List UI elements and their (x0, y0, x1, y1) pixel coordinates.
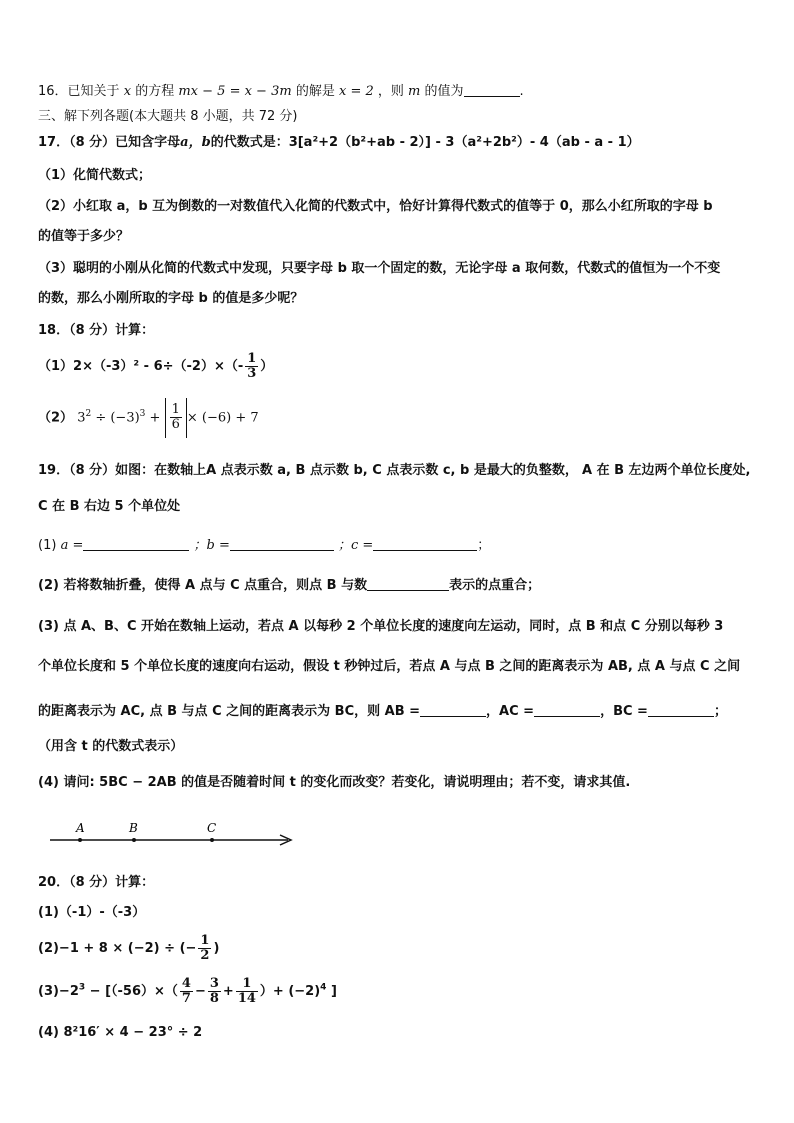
q16-number: 16． (38, 84, 68, 99)
section-3-heading: 三、解下列各题(本大题共 8 小题，共 72 分) (38, 109, 298, 124)
q18-part2 (38, 398, 259, 438)
q19-part3: (3) 点 A、B、C 开始在数轴上运动，若点 A 以每秒 2 个单位长度的速度向左运动，同时，点 B 和点 C 分别以每秒 3 (38, 619, 724, 634)
q20-part2-text: ) (213, 941, 220, 956)
fraction (170, 403, 182, 432)
q16-text: ，则 (377, 84, 404, 99)
q16-text: 已知关于 (67, 84, 120, 99)
q16-line (38, 82, 524, 101)
q16-text: 的方程 (135, 84, 175, 99)
numerator: 4 (181, 976, 191, 991)
q19-text: A 点表示数 a, B 点示数 b, C 点表示数 c, b 是最大的负整数， (206, 463, 578, 478)
denominator: 3 (247, 366, 257, 381)
q19-ab-blank[interactable] (420, 702, 486, 717)
point-a-dot (78, 838, 82, 842)
q19-text: 19．（8 分）如图：在数轴上 (38, 463, 207, 478)
q16-text: 的解是 (295, 84, 335, 99)
q18-part2-label: （2） (38, 410, 74, 426)
absolute-value (165, 398, 187, 438)
q19-part2 (38, 576, 540, 595)
q17-expression: 的代数式是：3[a²+2（b²+ab - 2）] - 3（a²+2b²）- 4（ab - a - 1） (210, 135, 640, 150)
denominator: 8 (209, 991, 219, 1006)
q17-text: 17．（8 分）已知含字母 (38, 135, 181, 150)
point-c-label: C (207, 821, 217, 835)
q18-part1 (38, 350, 273, 384)
q20-part2-text: (2)−1 + 8 × (−2) ÷ (− (38, 941, 197, 956)
q16-equation: mx − 5 = x − 3m (178, 84, 292, 99)
numerator: 1 (247, 351, 257, 366)
point-b-label: B (129, 821, 138, 835)
q17-part1: （1）化简代数式； (38, 168, 152, 183)
exponent: 3 (139, 409, 146, 420)
q19-text: A 在 B 左边两个单位长度处, (582, 463, 751, 478)
q16-answer-blank[interactable] (464, 82, 520, 97)
q19-part3-text: 的距离表示为 AC, 点 B 与点 C 之间的距离表示为 BC，则 AB = (38, 704, 421, 719)
math: + (145, 410, 165, 426)
exponent: 4 (320, 982, 327, 993)
math: × (−6) + 7 (186, 410, 259, 426)
q17-part2-cont: 的值等于多少？ (38, 229, 130, 244)
q19-part1-c: ；c = (337, 538, 374, 553)
denominator: 14 (237, 991, 256, 1006)
q19-bc-blank[interactable] (648, 702, 714, 717)
point-a-label: A (76, 821, 85, 835)
q17-part3: （3）聪明的小刚从化简的代数式中发现，只要字母 b 取一个固定的数，无论字母 a 取何数，代数式的值恒为一个不变 (38, 261, 721, 276)
q20-part2 (38, 932, 219, 966)
math: ÷ (−3) (91, 410, 140, 426)
numerator: 1 (236, 977, 258, 992)
denominator: 2 (200, 948, 210, 963)
fraction (236, 977, 258, 1006)
q20-part3: $(3)-2^3 - [(-56)\times$（ $\frac{4}{7}$ − $\frac{3}{8}$ + $\frac{1}{14}$ ）+ $(-2)^4$ ] (38, 976, 337, 1006)
denominator: 6 (171, 417, 180, 432)
q16-var-m: m (408, 84, 421, 99)
point-b-dot (132, 838, 136, 842)
q19-b-blank[interactable] (230, 536, 334, 551)
q20-part3-text: (3)−2 (38, 984, 79, 999)
q17-heading (38, 134, 640, 152)
number-line-figure (50, 818, 300, 852)
denominator: 7 (181, 991, 191, 1006)
math: 3 (77, 410, 86, 426)
numerator: 3 (209, 976, 219, 991)
q18-part1-text: （1）2×（-3）² - 6÷（-2）×（- (38, 359, 244, 374)
fraction (198, 934, 211, 963)
q19-part3-note: （用含 t 的代数式表示） (38, 739, 184, 754)
q17-part2: （2）小红取 a，b 互为倒数的一对数值代入化简的代数式中，恰好计算得代数式的值等于 0，那么小红所取的字母 b (38, 199, 713, 214)
exponent: 3 (78, 982, 86, 993)
fraction (245, 352, 258, 381)
q18-part1-text: ） (260, 359, 274, 374)
q19-part2-blank[interactable] (367, 576, 449, 591)
q19-part1-b: ；b = (193, 538, 230, 553)
exponent: 2 (85, 409, 92, 420)
q20-heading: 20．（8 分）计算： (38, 875, 155, 890)
q19-part3-text: ，BC = (600, 704, 648, 719)
fraction (180, 977, 193, 1006)
numerator: 1 (200, 933, 210, 948)
q17-vars: a，b (180, 135, 211, 150)
q19-part1 (38, 536, 490, 555)
q20-part4: (4) 8²16′ × 4 − 23° ÷ 2 (38, 1025, 203, 1040)
q19-a-blank[interactable] (83, 536, 189, 551)
q19-part3-cont: 个单位长度和 5 个单位长度的速度向右运动，假设 t 秒钟过后，若点 A 与点 B 之间的距离表示为 AB, 点 A 与点 C 之间 (38, 659, 741, 674)
numerator: 1 (171, 402, 180, 417)
q19-part1-label: (1) (38, 538, 57, 553)
q20-part3-text: − [（-56）×（ (85, 984, 178, 999)
q19-part2-text: (2) 若将数轴折叠，使得 A 点与 C 点重合，则点 B 与数 (38, 578, 368, 593)
q19-part3-text: ； (713, 704, 727, 719)
q16-var-x: x (123, 84, 132, 99)
q19-part3-answers (38, 702, 727, 721)
q19-line2: C 在 B 右边 5 个单位处 (38, 499, 181, 514)
point-c-dot (210, 838, 214, 842)
q20-part1: (1)（-1）-（-3） (38, 905, 146, 920)
q16-text: 的值为 (424, 84, 464, 99)
q17-part3-cont: 的数，那么小刚所取的字母 b 的值是多少呢？ (38, 291, 304, 306)
q19-heading (38, 462, 751, 480)
q19-part2-text: 表示的点重合； (449, 578, 541, 593)
q19-part3-text: ，AC = (486, 704, 535, 719)
q19-c-blank[interactable] (373, 536, 477, 551)
q20-part3-text: ] (326, 984, 337, 999)
q19-ac-blank[interactable] (534, 702, 600, 717)
q19-part4: (4) 请问: 5BC − 2AB 的值是否随着时间 t 的变化而改变？若变化，请说明理由；若不变，请求其值. (38, 775, 631, 790)
q20-part3-text: ）+ (−2) (259, 984, 321, 999)
q19-part1-a: a = (60, 538, 84, 553)
q16-text: . (519, 84, 524, 99)
q16-solution: x = 2 (338, 84, 374, 99)
q19-text: ； (477, 538, 491, 553)
q18-heading: 18．（8 分）计算： (38, 323, 155, 338)
fraction (208, 977, 221, 1006)
